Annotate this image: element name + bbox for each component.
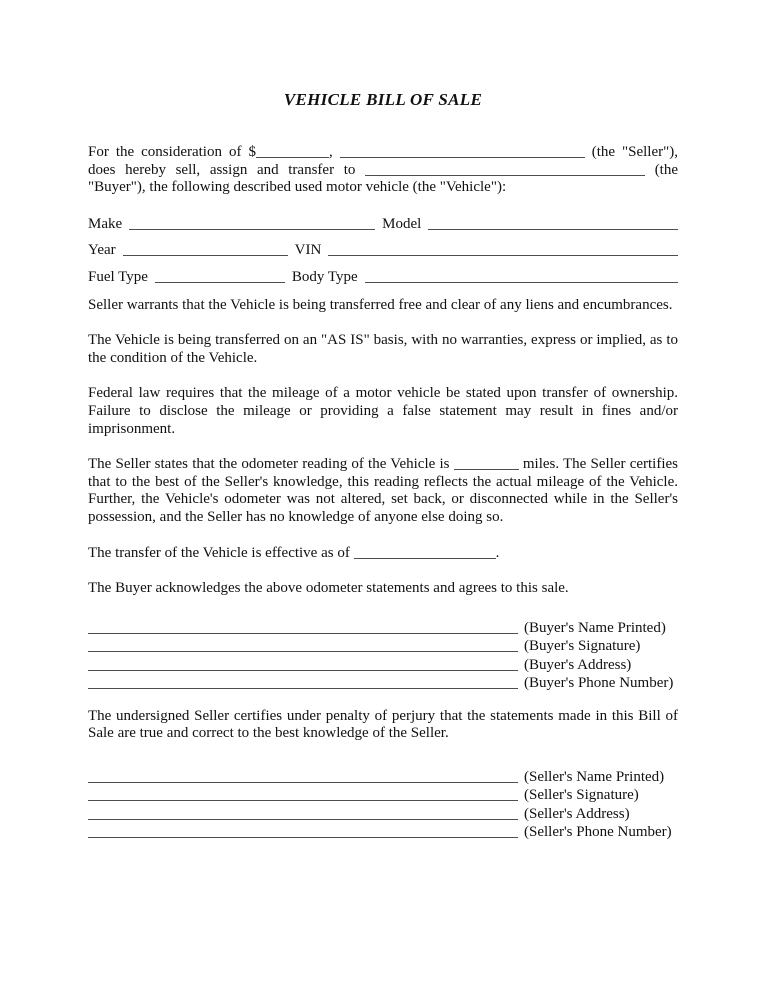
odometer-text-after: miles. The Seller certifies that to the best of the Seller's knowledge, this reading reflects the actual mileage of the Vehicle. Further, the Vehicle's odometer was not altered, set back, or disconnected while in the Seller's possession, and the Seller has no knowledge of anyone else doing so. <box>88 456 679 525</box>
buyer-name-blank[interactable] <box>365 163 645 176</box>
effective-period: . <box>495 544 500 561</box>
fuel-type-label: Fuel Type <box>88 268 148 285</box>
buyer-printed-name-label: (Buyer's Name Printed) <box>524 619 666 636</box>
fuel-type-blank[interactable] <box>155 270 285 283</box>
year-vin-row <box>88 241 678 260</box>
seller-certification-paragraph: The undersigned Seller certifies under penalty of perjury that the statements made in this Bill of Sale are true and correct to the best knowledge of the Seller. <box>88 707 678 742</box>
page-title: VEHICLE BILL OF SALE <box>283 90 483 109</box>
seller-signature-block <box>88 768 678 842</box>
year-blank[interactable] <box>123 243 288 256</box>
as-is-paragraph: The Vehicle is being transferred on an "AS IS" basis, with no warranties, express or implied, as to the condition of the Vehicle. <box>88 332 678 366</box>
model-label: Model <box>382 215 422 232</box>
buyer-address-label: (Buyer's Address) <box>524 656 632 673</box>
buyer-signature-block <box>88 619 678 693</box>
seller-printed-name-label: (Seller's Name Printed) <box>524 768 665 785</box>
buyer-name-row <box>88 619 678 638</box>
make-label: Make <box>88 215 123 232</box>
fuel-body-row <box>88 268 678 287</box>
seller-phone-row <box>88 823 678 842</box>
odometer-reading-blank[interactable] <box>454 457 519 470</box>
make-blank[interactable] <box>129 217 375 230</box>
model-blank[interactable] <box>428 217 678 230</box>
seller-address-row <box>88 805 678 824</box>
seller-name-blank[interactable] <box>340 145 585 158</box>
vehicle-fields <box>88 215 678 287</box>
odometer-text-before: The Seller states that the odometer reading of the Vehicle is <box>88 456 450 473</box>
consideration-comma: , <box>328 144 333 160</box>
buyer-phone-label: (Buyer's Phone Number) <box>524 675 674 692</box>
vin-blank[interactable] <box>328 243 678 256</box>
body-type-blank[interactable] <box>365 270 678 283</box>
seller-phone-blank[interactable] <box>88 825 518 838</box>
buyer-address-row <box>88 656 678 675</box>
warranty-paragraph: Seller warrants that the Vehicle is being transferred free and clear of any liens and encumbrances. <box>88 296 673 313</box>
buyer-signature-blank[interactable] <box>88 639 518 652</box>
buyer-signature-row <box>88 637 678 656</box>
consideration-amount-blank[interactable] <box>256 145 329 158</box>
consideration-text-before-amount: For the consideration of $ <box>88 144 256 160</box>
buyer-printed-name-blank[interactable] <box>88 621 518 634</box>
seller-clause-text: (the "Seller"), does hereby sell, assign and transfer to <box>88 144 678 178</box>
seller-signature-row <box>88 786 678 805</box>
seller-name-row <box>88 768 678 787</box>
effective-date-blank[interactable] <box>354 546 496 559</box>
seller-phone-label: (Seller's Phone Number) <box>524 824 672 841</box>
federal-law-paragraph: Federal law requires that the mileage of a motor vehicle be stated upon transfer of ownership. Failure to disclose the mileage or providing a false statement may result in fines and/or imprisonment. <box>88 385 678 437</box>
buyer-phone-blank[interactable] <box>88 676 518 689</box>
buyer-clause-text: (the "Buyer"), the following described used motor vehicle (the "Vehicle"): <box>88 161 679 196</box>
seller-signature-label: (Seller's Signature) <box>524 787 639 804</box>
vin-label: VIN <box>294 242 322 259</box>
buyer-acknowledgement-paragraph: The Buyer acknowledges the above odometer statements and agrees to this sale. <box>88 580 569 597</box>
make-model-row <box>88 215 678 234</box>
buyer-signature-label: (Buyer's Signature) <box>524 638 641 655</box>
seller-signature-blank[interactable] <box>88 788 518 801</box>
effective-date-paragraph <box>88 545 678 563</box>
seller-address-label: (Seller's Address) <box>524 805 630 822</box>
body-type-label: Body Type <box>291 268 358 285</box>
consideration-paragraph <box>88 144 678 197</box>
buyer-address-blank[interactable] <box>88 658 518 671</box>
seller-printed-name-blank[interactable] <box>88 770 518 783</box>
effective-text-before: The transfer of the Vehicle is effective as of <box>88 544 350 561</box>
odometer-paragraph <box>88 456 678 526</box>
buyer-phone-row <box>88 674 678 693</box>
seller-address-blank[interactable] <box>88 807 518 820</box>
year-label: Year <box>88 242 116 259</box>
